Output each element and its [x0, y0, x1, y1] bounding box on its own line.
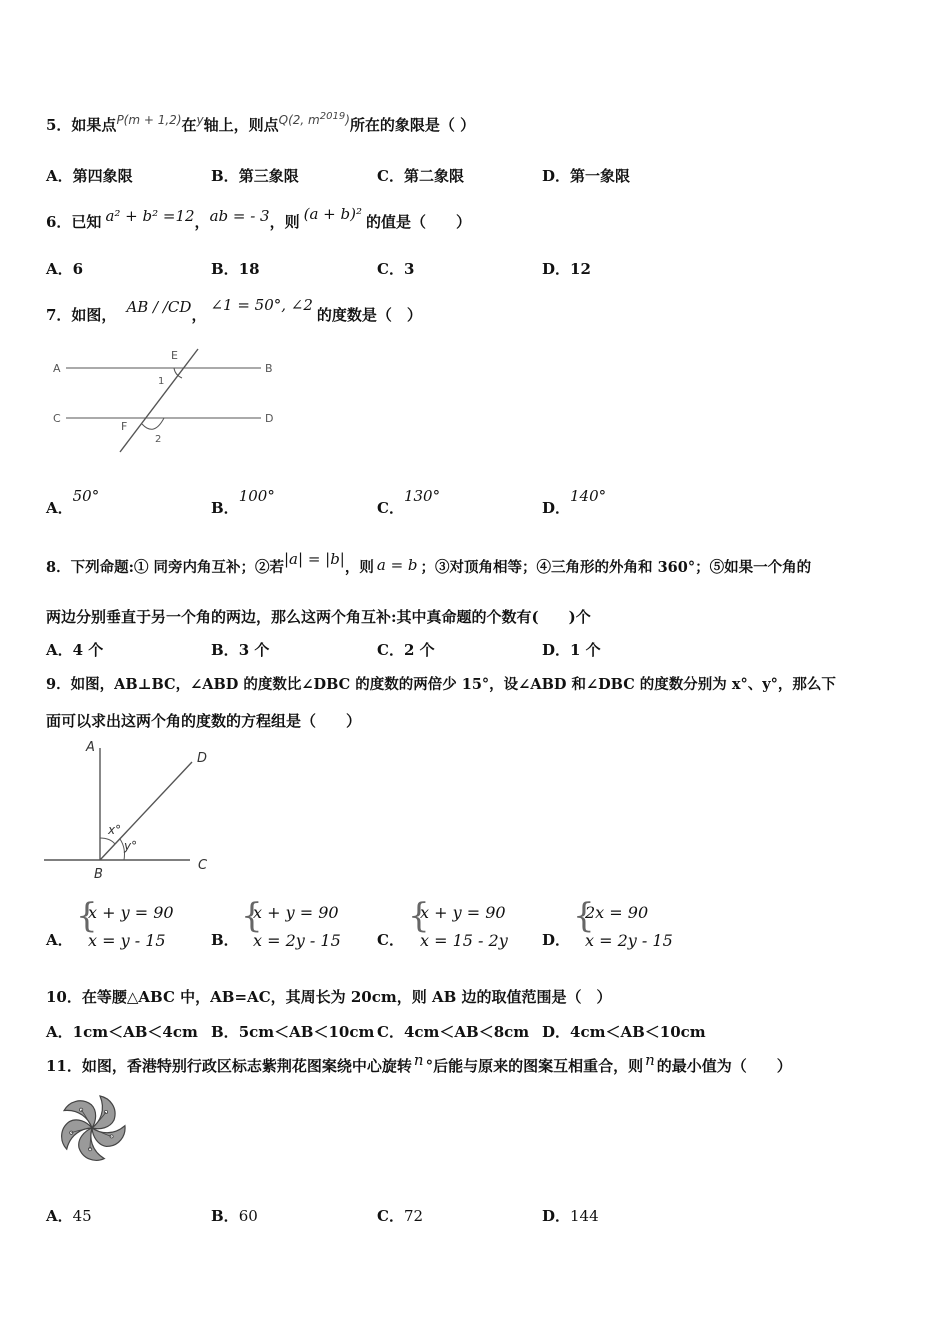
q8-option-a: A．4 个	[46, 641, 104, 659]
q7-option-c: C．130°	[377, 487, 441, 517]
q5-option-c: C．第二象限	[377, 167, 464, 185]
point-q: Q(2, m2019)	[278, 111, 350, 127]
brace-icon: {	[241, 896, 263, 936]
expression-square: (a + b)²	[303, 205, 362, 223]
label-c: C	[198, 858, 208, 873]
question-10: 10．在等腰△ABC 中，AB=AC，其周长为 20cm，则 AB 边的取值范围是（ ）	[46, 988, 612, 1006]
label-d: D	[197, 751, 208, 766]
condition-sum-squares: a² + b² =12	[105, 207, 195, 225]
label-a: A	[86, 740, 95, 755]
q11-option-a: A．45	[46, 1207, 92, 1225]
exam-page: 5．如果点$^{P(m + 1,2)}$在$^y$轴上，则点$^{Q(2, m^{2019})}$所在的象限是（ ） A．第四象限 B．第三象限 C．第二象限 D．第一象限 6．已知 a² + b² =12，ab = - 3，则 (a + b)² 的值是（ ） A．6 B．18 C．3 D．12 7．如图， AB / /CD，∠1 = 50°, ∠2的度数是（ ） A B C D E F 1 2 A．50° B．100° C．130° D．140° 8．下列命题:① 同旁内角互补；②若|a| = |b|，则 a = b ；③对顶角相等；④三角形的外角和 360°；⑤如果一个角的 两边分别垂直于另一个角的两边，那么这两个角互补:其中真命题的个数有( )个 A．4 个 B．3 个 C．2 个 D．1 个 9．如图，AB⊥BC，∠ABD 的度数比∠DBC 的度数的两倍少 15°，设∠ABD 和∠DBC 的度数分别为 x°、y°，那么下 面可以求出这两个角的度数的方程组是（ ） A B C D x° y° A． { x + y = 90 x = y - 15 B． { x + y = 90 x = 2y - 15 C． { x + y = 90 x = 15 - 2y D． { 2x = 90 x = 2y - 15 10．在等腰△ABC 中，AB=AC，其周长为 20cm，则 AB 边的取值范围是（ ） A．1cm＜AB＜4cm B．5cm＜AB＜10cm C．4cm＜AB＜8cm D．4cm＜AB＜10cm 11．如图，香港特别行政区标志紫荆花图案绕中心旋转 n °后能与原来的图案互相重合，则 n 的最小值为（ ） A．45 B．60 C．72 D．144	[0, 0, 950, 1344]
q10-option-c: C．4cm＜AB＜8cm	[377, 1023, 530, 1041]
q8-option-d: D．1 个	[542, 641, 601, 659]
brace-icon: {	[408, 896, 430, 936]
label-angle-1: 1	[158, 376, 165, 387]
label-b: B	[94, 867, 103, 882]
brace-icon: {	[573, 896, 595, 936]
q8-option-b: B．3 个	[211, 641, 270, 659]
q7-option-b: B．100°	[211, 487, 275, 517]
equality-a-b: a = b	[376, 556, 418, 574]
q7-option-a: A．50°	[46, 487, 100, 517]
question-7: 7．如图， AB / /CD，∠1 = 50°, ∠2的度数是（ ）	[46, 296, 422, 324]
bauhinia-flower-icon	[46, 1088, 138, 1168]
label-f: F	[121, 420, 128, 433]
question-8-line-1: 8．下列命题:① 同旁内角互补；②若|a| = |b|，则 a = b ；③对顶角相等；④三角形的外角和 360°；⑤如果一个角的	[46, 550, 812, 576]
label-angle-2: 2	[155, 434, 162, 445]
q8-option-c: C．2 个	[377, 641, 435, 659]
parallel-condition: AB / /CD	[126, 298, 192, 316]
q6-option-d: D．12	[542, 260, 591, 278]
q6-option-b: B．18	[211, 260, 260, 278]
q7-option-d: D．140°	[542, 487, 607, 517]
question-9-line-1: 9．如图，AB⊥BC，∠ABD 的度数比∠DBC 的度数的两倍少 15°，设∠ABD 和∠DBC 的度数分别为 x°、y°，那么下	[46, 676, 836, 693]
question-6: 6．已知 a² + b² =12，ab = - 3，则 (a + b)² 的值是（ ）	[46, 205, 471, 231]
q10-option-b: B．5cm＜AB＜10cm	[211, 1023, 375, 1041]
question-5: 5．如果点$^{P(m + 1,2)}$在$^y$轴上，则点$^{Q(2, m^{2019})}$所在的象限是（ ）	[46, 111, 476, 134]
q11-option-c: C．72	[377, 1207, 424, 1225]
q6-option-a: A．6	[46, 260, 84, 278]
q5-option-d: D．第一象限	[542, 167, 631, 185]
label-b: B	[265, 362, 273, 375]
q11-option-b: B．60	[211, 1207, 258, 1225]
q11-option-d: D．144	[542, 1207, 599, 1225]
angle-x-arc	[100, 838, 115, 844]
ray-bd	[100, 762, 192, 860]
q5-option-b: B．第三象限	[211, 167, 299, 185]
q10-option-d: D．4cm＜AB＜10cm	[542, 1023, 706, 1041]
q5-option-a: A．第四象限	[46, 167, 133, 185]
label-y: y°	[124, 839, 138, 853]
label-d: D	[265, 412, 274, 425]
condition-product: ab = - 3	[209, 207, 270, 225]
brace-icon: {	[76, 896, 98, 936]
label-a: A	[53, 362, 61, 375]
q9-figure	[40, 734, 230, 884]
point-p: P(m + 1,2)	[116, 113, 182, 127]
question-9-line-2: 面可以求出这两个角的度数的方程组是（ ）	[46, 712, 362, 730]
label-c: C	[53, 412, 61, 425]
q10-option-a: A．1cm＜AB＜4cm	[46, 1023, 198, 1041]
absolute-equality: |a| = |b|	[284, 550, 345, 568]
question-8-line-2: 两边分别垂直于另一个角的两边，那么这两个角互补:其中真命题的个数有( )个	[46, 608, 591, 626]
q7-figure	[46, 342, 286, 457]
q6-option-c: C．3	[377, 260, 415, 278]
question-11: 11．如图，香港特别行政区标志紫荆花图案绕中心旋转 n °后能与原来的图案互相重合，则 n 的最小值为（ ）	[46, 1051, 792, 1075]
label-e: E	[171, 349, 178, 362]
label-x: x°	[108, 823, 122, 837]
angle-condition: ∠1 = 50°, ∠2	[210, 296, 313, 314]
